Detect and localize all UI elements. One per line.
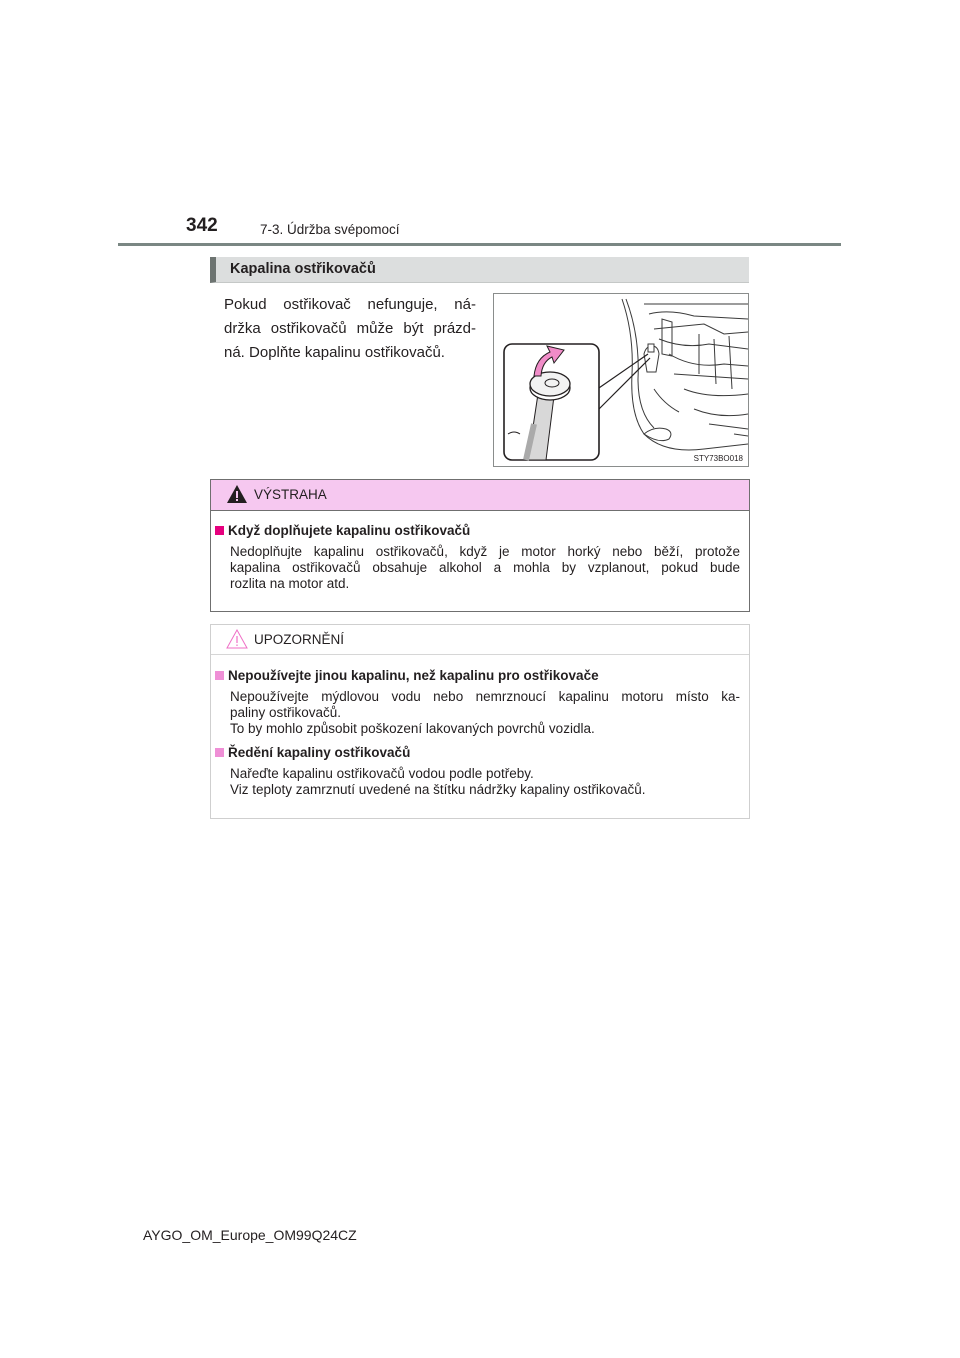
intro-paragraph (224, 293, 476, 365)
warning-item-body (230, 544, 740, 592)
warning-item-title (215, 523, 470, 538)
page-number: 342 (186, 215, 218, 236)
notice-line: Viz teploty zamrznutí uvedené na štítku nádržky kapaliny ostřikovačů. (230, 782, 646, 797)
warning-line: kapalina ostřikovačů obsahuje alkohol a mohla by vzplanout, pokud bude (230, 560, 740, 575)
warning-line: Nedoplňujte kapalinu ostřikovačů, když je motor horký nebo běží, protože (230, 544, 740, 559)
warning-box (210, 479, 750, 612)
section-heading (210, 257, 749, 283)
notice-item-title-text: Ředění kapaliny ostřikovačů (228, 745, 411, 760)
intro-line: držka ostřikovačů může být prázd- (224, 320, 476, 337)
warning-label: VÝSTRAHA (254, 487, 327, 502)
notice-header (211, 625, 749, 655)
warning-item-title-text: Když doplňujete kapalinu ostřikovačů (228, 523, 471, 538)
washer-fluid-illustration (493, 293, 749, 467)
intro-line: Pokud ostřikovač nefunguje, ná- (224, 296, 476, 313)
notice-line: To by mohlo způsobit poškození lakovaných povrchů vozidla. (230, 721, 595, 736)
warning-triangle-icon (226, 484, 248, 504)
section-heading-text: Kapalina ostřikovačů (230, 261, 376, 277)
intro-line: ná. Doplňte kapalinu ostřikovačů. (224, 344, 445, 361)
square-bullet-icon (215, 526, 224, 535)
engine-bay-drawing (494, 294, 748, 466)
notice-line: paliny ostřikovačů. (230, 705, 342, 720)
square-bullet-icon (215, 671, 224, 680)
notice-item-title-text: Nepoužívejte jinou kapalinu, než kapalinu pro ostřikovače (228, 668, 599, 683)
notice-item-body (230, 689, 740, 737)
warning-header (211, 480, 749, 511)
notice-item-body (230, 766, 740, 798)
figure-code: STY73BO018 (693, 454, 743, 463)
notice-item-title (215, 668, 599, 683)
notice-item-title (215, 745, 410, 760)
caution-triangle-icon (226, 629, 248, 649)
notice-line: Nepoužívejte mýdlovou vodu nebo nemrznoucí kapalinu motoru místo ka- (230, 689, 740, 704)
section-title: 7-3. Údržba svépomocí (260, 222, 400, 237)
notice-box (210, 624, 750, 819)
square-bullet-icon (215, 748, 224, 757)
footer-doc-id: AYGO_OM_Europe_OM99Q24CZ (143, 1227, 357, 1243)
notice-label: UPOZORNĚNÍ (254, 632, 345, 647)
notice-line: Nařeďte kapalinu ostřikovačů vodou podle potřeby. (230, 766, 534, 781)
header-rule (118, 243, 841, 246)
warning-line: rozlita na motor atd. (230, 576, 350, 591)
